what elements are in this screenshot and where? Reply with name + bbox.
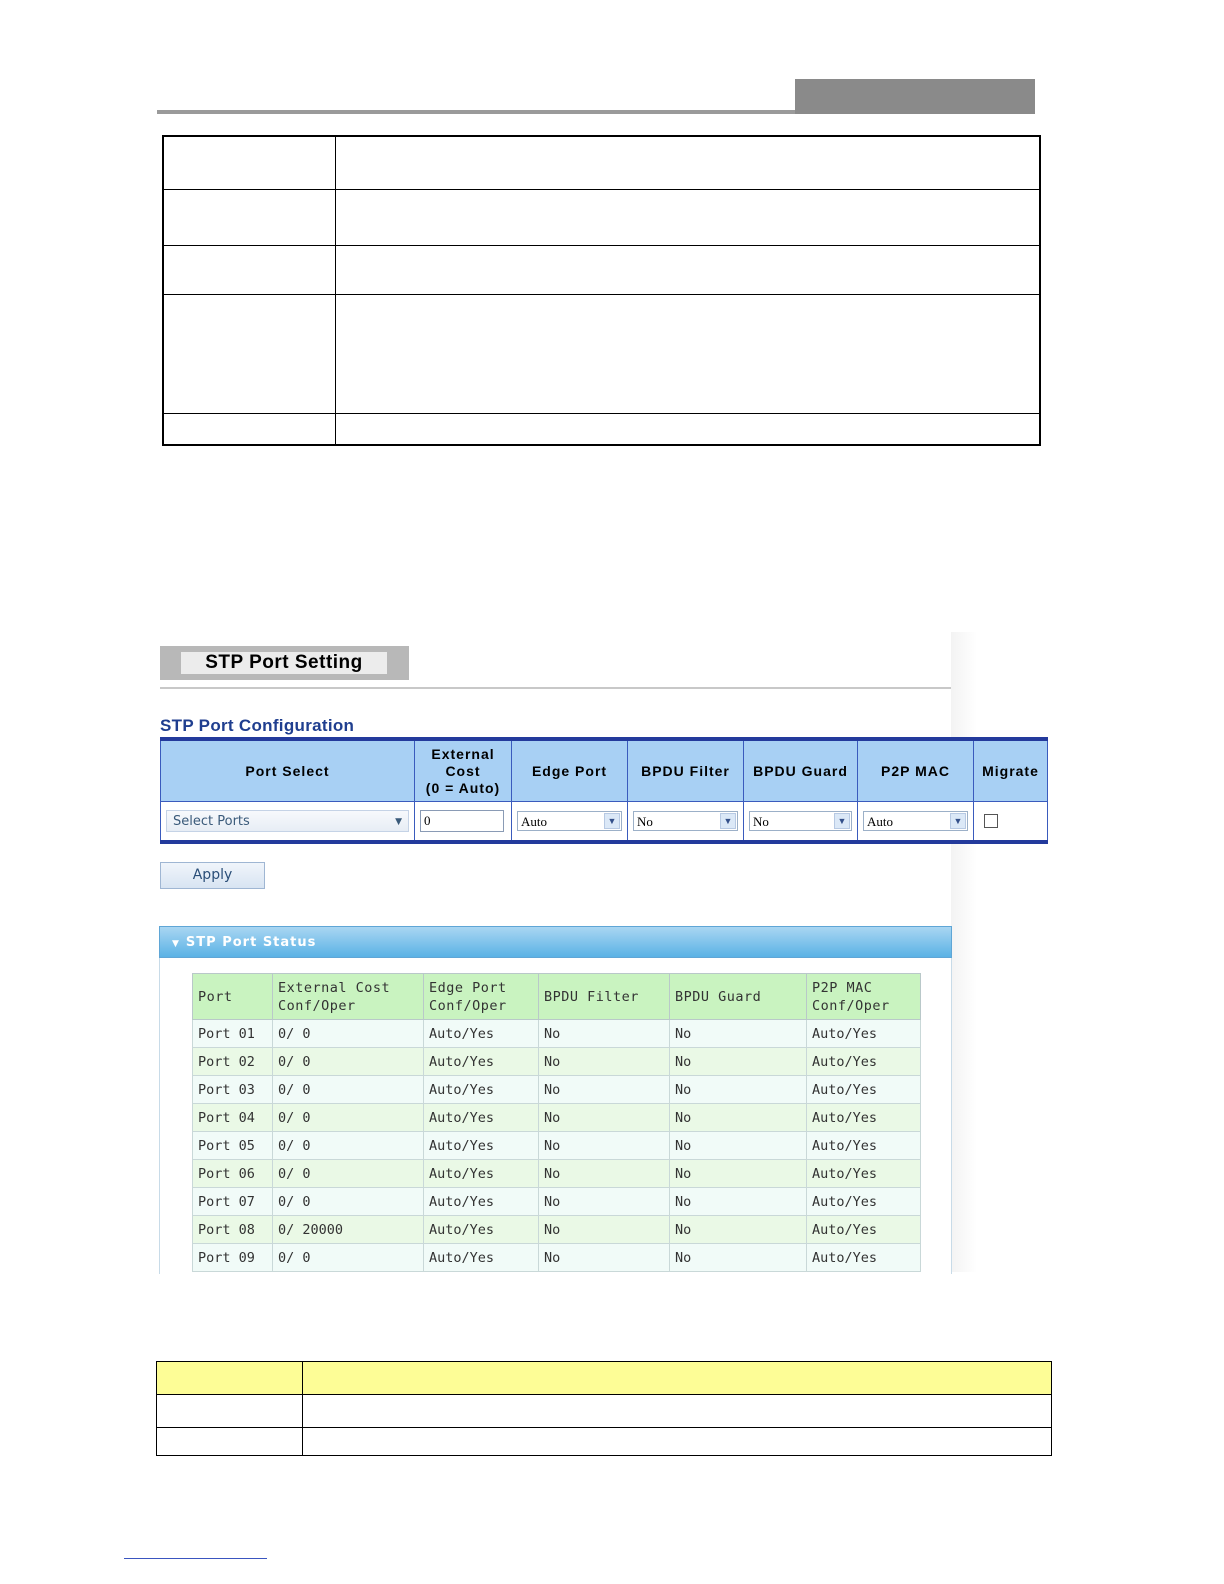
table-row bbox=[193, 1076, 921, 1104]
table-cell: Auto/Yes bbox=[807, 1104, 921, 1132]
table-cell bbox=[157, 1362, 303, 1395]
table-cell: No bbox=[670, 1216, 807, 1244]
table-cell: Auto/Yes bbox=[807, 1216, 921, 1244]
table-cell: Port 03 bbox=[193, 1076, 273, 1104]
table-cell: No bbox=[670, 1132, 807, 1160]
port-select-value: Select Ports bbox=[173, 814, 250, 829]
table-cell bbox=[163, 245, 335, 294]
bpdu-guard-select[interactable] bbox=[749, 811, 852, 831]
table-cell: No bbox=[670, 1048, 807, 1076]
footer-link-underline[interactable] bbox=[124, 1558, 267, 1559]
table-row bbox=[193, 1104, 921, 1132]
status-header-cell bbox=[539, 974, 670, 1020]
table-cell bbox=[335, 294, 1040, 413]
chevron-down-icon: ▼ bbox=[950, 813, 966, 829]
table-cell: Auto/Yes bbox=[424, 1048, 539, 1076]
table-cell: No bbox=[539, 1132, 670, 1160]
table-cell: No bbox=[670, 1160, 807, 1188]
header-line: External bbox=[431, 745, 495, 762]
p2p-mac-select[interactable] bbox=[863, 811, 968, 831]
table-cell: No bbox=[539, 1104, 670, 1132]
chevron-down-icon: ▼ bbox=[395, 817, 402, 827]
table-cell bbox=[335, 245, 1040, 294]
bpdu-filter-cell bbox=[628, 802, 744, 843]
stp-port-status-table bbox=[192, 973, 921, 1272]
stp-port-setting-banner bbox=[160, 646, 409, 680]
stp-port-status-panel bbox=[159, 958, 952, 1274]
table-cell: 0/ 0 bbox=[273, 1048, 424, 1076]
status-header-cell bbox=[193, 974, 273, 1020]
table-cell: No bbox=[539, 1160, 670, 1188]
collapse-icon: ▼ bbox=[172, 939, 180, 949]
header-p2p-mac: P2P MAC bbox=[858, 739, 974, 802]
title-divider bbox=[160, 687, 953, 689]
table-cell: Auto/Yes bbox=[807, 1076, 921, 1104]
migrate-checkbox[interactable] bbox=[984, 814, 998, 828]
page-header-rule bbox=[157, 110, 797, 114]
header-line: BPDU Guard bbox=[675, 988, 762, 1005]
table-cell: Port 02 bbox=[193, 1048, 273, 1076]
table-cell: No bbox=[539, 1076, 670, 1104]
table-cell: Auto/Yes bbox=[424, 1132, 539, 1160]
table-cell bbox=[157, 1428, 303, 1456]
header-port-select: Port Select bbox=[161, 739, 415, 802]
table-cell: No bbox=[539, 1048, 670, 1076]
table-cell: Auto/Yes bbox=[424, 1244, 539, 1272]
table-cell bbox=[303, 1362, 1052, 1395]
header-line: Conf/Oper bbox=[812, 997, 890, 1014]
table-cell bbox=[163, 136, 335, 189]
table-cell: No bbox=[670, 1244, 807, 1272]
table-cell: Port 08 bbox=[193, 1216, 273, 1244]
table-cell: 0/ 20000 bbox=[273, 1216, 424, 1244]
chevron-down-icon: ▼ bbox=[720, 813, 736, 829]
header-line: External Cost bbox=[278, 979, 391, 996]
status-panel-title: STP Port Status bbox=[185, 935, 317, 950]
table-row bbox=[193, 1160, 921, 1188]
table-cell bbox=[303, 1428, 1052, 1456]
header-line: Conf/Oper bbox=[278, 997, 356, 1014]
table-cell: Auto/Yes bbox=[807, 1244, 921, 1272]
table-cell: Auto/Yes bbox=[424, 1104, 539, 1132]
header-edge-port: Edge Port bbox=[512, 739, 628, 802]
table-cell bbox=[163, 294, 335, 413]
table-cell: Auto/Yes bbox=[807, 1020, 921, 1048]
select-value: Auto bbox=[521, 814, 547, 829]
table-row bbox=[193, 1132, 921, 1160]
header-line: Edge Port bbox=[429, 979, 507, 996]
bpdu-guard-cell bbox=[744, 802, 858, 843]
table-cell: Auto/Yes bbox=[424, 1216, 539, 1244]
table-cell: No bbox=[539, 1020, 670, 1048]
table-cell bbox=[335, 189, 1040, 245]
status-header-cell bbox=[273, 974, 424, 1020]
header-line: BPDU Filter bbox=[544, 988, 639, 1005]
table-cell: Port 01 bbox=[193, 1020, 273, 1048]
table-row bbox=[193, 1048, 921, 1076]
external-cost-input[interactable] bbox=[420, 810, 504, 832]
table-cell: 0/ 0 bbox=[273, 1188, 424, 1216]
stp-port-status-header[interactable] bbox=[159, 926, 952, 958]
table-cell: Auto/Yes bbox=[807, 1132, 921, 1160]
status-header-cell bbox=[424, 974, 539, 1020]
table-cell: Port 07 bbox=[193, 1188, 273, 1216]
table-cell: No bbox=[539, 1216, 670, 1244]
header-line: Port bbox=[198, 988, 233, 1005]
table-cell bbox=[335, 413, 1040, 445]
page-title: STP Port Setting bbox=[181, 652, 387, 674]
page-header-box bbox=[795, 79, 1035, 114]
p2p-mac-cell bbox=[858, 802, 974, 843]
status-header-cell bbox=[670, 974, 807, 1020]
header-line: P2P MAC bbox=[812, 979, 873, 996]
table-row bbox=[193, 1244, 921, 1272]
config-section-title: STP Port Configuration bbox=[160, 716, 355, 735]
table-cell: Auto/Yes bbox=[424, 1076, 539, 1104]
table-cell bbox=[303, 1395, 1052, 1428]
table-cell: No bbox=[670, 1076, 807, 1104]
description-table-top bbox=[162, 135, 1041, 446]
table-cell: No bbox=[670, 1188, 807, 1216]
table-cell: Port 09 bbox=[193, 1244, 273, 1272]
migrate-cell bbox=[974, 802, 1048, 843]
header-external-cost bbox=[415, 739, 512, 802]
table-cell: Port 04 bbox=[193, 1104, 273, 1132]
edge-port-cell bbox=[512, 802, 628, 843]
port-select-dropdown[interactable] bbox=[166, 810, 409, 832]
bpdu-filter-select[interactable] bbox=[633, 811, 738, 831]
header-bpdu-filter: BPDU Filter bbox=[628, 739, 744, 802]
table-cell bbox=[163, 413, 335, 445]
table-cell: Auto/Yes bbox=[424, 1160, 539, 1188]
header-line: Cost bbox=[445, 762, 481, 779]
external-cost-cell bbox=[415, 802, 512, 843]
chevron-down-icon: ▼ bbox=[834, 813, 850, 829]
edge-port-select[interactable] bbox=[517, 811, 622, 831]
port-select-cell bbox=[161, 802, 415, 843]
table-cell bbox=[335, 136, 1040, 189]
chevron-down-icon: ▼ bbox=[604, 813, 620, 829]
table-cell: Auto/Yes bbox=[807, 1048, 921, 1076]
table-cell: Auto/Yes bbox=[807, 1188, 921, 1216]
header-migrate: Migrate bbox=[974, 739, 1048, 802]
table-cell: Auto/Yes bbox=[807, 1160, 921, 1188]
table-cell: Auto/Yes bbox=[424, 1020, 539, 1048]
select-value: No bbox=[637, 814, 653, 829]
table-row bbox=[193, 1216, 921, 1244]
table-cell: 0/ 0 bbox=[273, 1132, 424, 1160]
status-header-cell bbox=[807, 974, 921, 1020]
table-cell: 0/ 0 bbox=[273, 1104, 424, 1132]
table-cell: 0/ 0 bbox=[273, 1244, 424, 1272]
table-cell bbox=[157, 1395, 303, 1428]
table-cell: Port 06 bbox=[193, 1160, 273, 1188]
header-line: (0 = Auto) bbox=[425, 779, 501, 796]
select-value: No bbox=[753, 814, 769, 829]
table-cell: 0/ 0 bbox=[273, 1160, 424, 1188]
header-line: Conf/Oper bbox=[429, 997, 507, 1014]
table-cell: 0/ 0 bbox=[273, 1020, 424, 1048]
description-table-bottom bbox=[156, 1361, 1052, 1456]
table-cell: No bbox=[539, 1188, 670, 1216]
header-bpdu-guard: BPDU Guard bbox=[744, 739, 858, 802]
table-cell: Auto/Yes bbox=[424, 1188, 539, 1216]
table-cell bbox=[163, 189, 335, 245]
table-cell: 0/ 0 bbox=[273, 1076, 424, 1104]
table-cell: No bbox=[670, 1020, 807, 1048]
stp-port-config-table bbox=[160, 737, 1048, 844]
select-value: Auto bbox=[867, 814, 893, 829]
table-row bbox=[193, 1188, 921, 1216]
table-cell: No bbox=[670, 1104, 807, 1132]
panel-shadow bbox=[951, 632, 977, 1272]
table-cell: Port 05 bbox=[193, 1132, 273, 1160]
table-row bbox=[193, 1020, 921, 1048]
table-cell: No bbox=[539, 1244, 670, 1272]
apply-button[interactable]: Apply bbox=[160, 862, 265, 889]
